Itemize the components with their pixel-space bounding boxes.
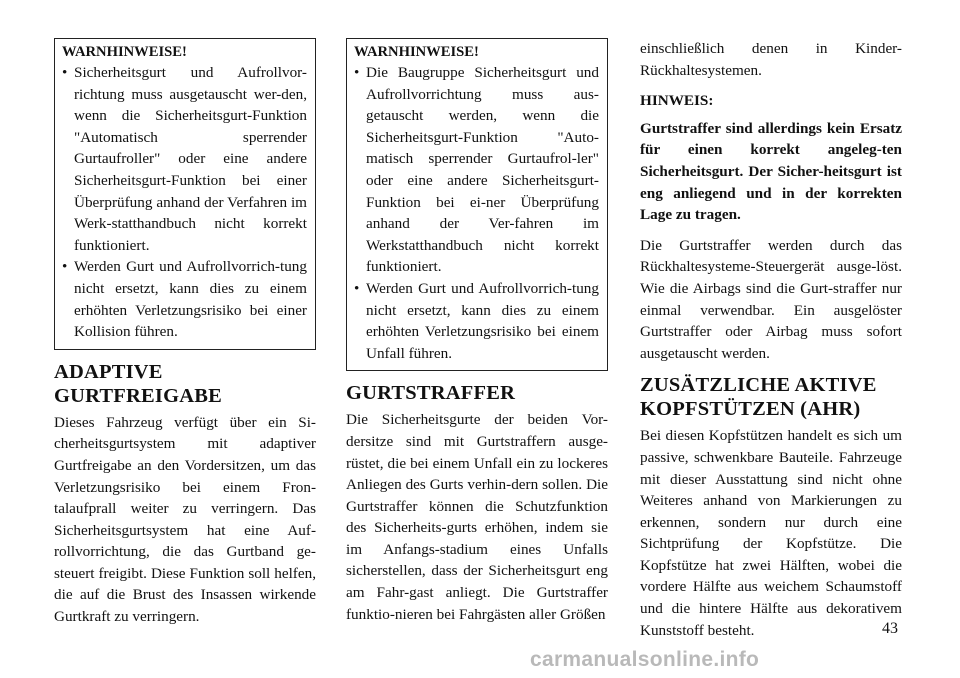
column-left <box>54 38 316 628</box>
warning-item: • Werden Gurt und Aufrollvorrich-tung nicht ersetzt, kann dies zu einem erhöhten Verletzungsrisiko bei einer Kollision führen. <box>62 256 307 342</box>
warning-title: WARNHINWEISE! <box>354 44 479 60</box>
column-middle <box>346 38 608 625</box>
note-label: HINWEIS: <box>640 92 714 110</box>
section-heading: ADAPTIVE GURTFREIGABE <box>54 360 222 407</box>
warning-list <box>62 62 307 343</box>
warning-item: • Werden Gurt und Aufrollvorrich-tung nicht ersetzt, kann dies zu einem erhöhten Verletzungsrisiko bei einem Unfall führen. <box>354 278 599 364</box>
page-number: 43 <box>882 620 898 637</box>
warning-list <box>354 62 599 364</box>
watermark-text[interactable]: carmanualsonline.info <box>530 648 760 671</box>
body-paragraph: Bei diesen Kopfstützen handelt es sich um passive, schwenkbare Bauteile. Fahrzeuge mit dieser Ausstattung sind nicht ohne Weiteres anhand von Markierungen zu erkennen, sondern nur durch eine Sichtprüfung der Kopfstütze. Die Kopfstütze hat zwei Hälften, wobei die vordere Hälfte aus weichem Schaumstoff und die hintere Hälfte aus dekorativem Kunststoff besteht. <box>640 427 902 639</box>
section-heading: GURTSTRAFFER <box>346 382 516 405</box>
continuation-paragraph: einschließlich denen in Kinder-Rückhaltesystemen. <box>640 40 902 79</box>
warning-box <box>346 38 608 371</box>
body-paragraph: Die Gurtstraffer werden durch das Rückhaltesysteme-Steuergerät ausge-löst. Wie die Airbags sind die Gurt-straffer nur einmal verwendbar. Ein ausgelöster Gurtstraffer oder Airbag muss sofort ausgetauscht werden. <box>640 236 902 362</box>
warning-item: • Die Baugruppe Sicherheitsgurt und Aufrollvorrichtung muss aus-getauscht werden, wenn die Sicherheitsgurt-Funktion "Auto-matisch sperrender Gurtaufrol-ler" oder eine andere Sicherheitsgurt-Funktion bei ei-ner Überprüfung anhand der Ver-fahren im Werkstatthandbuch nicht korrekt funktioniert. <box>354 62 599 278</box>
section-heading: ZUSÄTZLICHE AKTIVE KOPFSTÜTZEN (AHR) <box>640 374 877 421</box>
body-paragraph: Die Sicherheitsgurte der beiden Vor-dersitze sind mit Gurtstraffern ausge-rüstet, die bei einem Unfall ein zu lockeres Anliegen des Gurts verhin-dern sollen. Die Gurtstraffer können die Schutzfunktion des Sicherheits-gurts erhöhen, indem sie im Anfangs-stadium eines Unfalls sicherstellen, dass der Sicherheitsgurt eng am Fahr-gast anliegt. Die Gurtstraffer funktio-nieren bei Fahrgästen aller Größen <box>346 411 608 623</box>
body-paragraph: Dieses Fahrzeug verfügt über ein Si-cherheitsgurtsystem mit adaptiver Gurtfreigabe an den Vordersitzen, um das Verletzungsrisiko bei einem Fron-talaufprall weiter zu verringern. Das Sicherheitsgurtsystem hat eine Auf-rollvorrichtung, die das Gurtband ge-steuert freigibt. Diese Funktion soll helfen, die auf die Brust des Insassen wirkende Gurtkraft zu verringern. <box>54 413 316 626</box>
column-right <box>640 38 902 641</box>
note-text: Gurtstraffer sind allerdings kein Ersatz für einen korrekt angeleg-ten Sicherheitsgurt. Der Sicher-heitsgurt ist eng anliegend und in der korrekten Lage zu tragen. <box>640 119 902 224</box>
warning-title: WARNHINWEISE! <box>62 44 187 60</box>
warning-item: • Sicherheitsgurt und Aufrollvor-richtung muss ausgetauscht wer-den, wenn die Sicherheitsgurt-Funktion "Automatisch sperrender Gurtaufroller" oder eine andere Sicherheitsgurt-Funktion bei einer Überprüfung anhand der Verfahren im Werk-statthandbuch nicht korrekt funktioniert. <box>62 62 307 256</box>
warning-box <box>54 38 316 350</box>
